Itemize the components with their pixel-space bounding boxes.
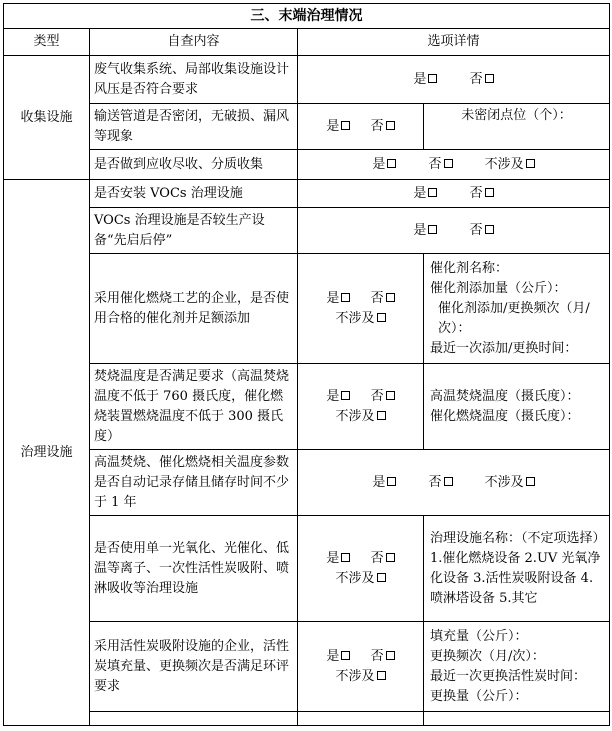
detail-field[interactable]: 最近一次添加/更换时间：	[430, 340, 578, 356]
check-item: 废气收集系统、局部收集设施设计风压是否符合要求	[90, 56, 298, 104]
option-yes[interactable]: 是	[326, 647, 350, 667]
detail-field[interactable]: 高温焚烧温度（摄氏度）：	[430, 388, 580, 404]
checkbox-icon[interactable]	[341, 651, 350, 660]
option-na[interactable]: 不涉及	[485, 155, 535, 175]
checkbox-icon[interactable]	[341, 553, 350, 562]
checkbox-icon[interactable]	[377, 573, 386, 582]
check-item: VOCs 治理设施是否较生产设备“先启后停”	[90, 208, 298, 254]
option-yes[interactable]: 是	[326, 549, 350, 569]
checkbox-icon[interactable]	[386, 391, 395, 400]
checkbox-icon[interactable]	[386, 121, 395, 130]
inspection-table	[3, 3, 610, 726]
option-group	[298, 208, 610, 254]
detail-fields	[424, 516, 610, 622]
option-group	[298, 56, 610, 104]
option-no[interactable]: 否	[371, 387, 395, 407]
option-no[interactable]: 否	[470, 184, 494, 204]
option-yes[interactable]: 是	[413, 70, 437, 90]
checkbox-icon[interactable]	[485, 74, 494, 83]
table-row-cut	[424, 712, 610, 726]
detail-field[interactable]: 填充量（公斤）：	[430, 628, 528, 644]
option-no[interactable]: 否	[371, 647, 395, 667]
option-na[interactable]: 不涉及	[335, 667, 385, 687]
header-content: 自查内容	[90, 29, 298, 56]
option-no[interactable]: 否	[470, 70, 494, 90]
detail-field[interactable]: 更换量（公斤）：	[430, 688, 528, 704]
option-yes[interactable]: 是	[326, 117, 350, 137]
checkbox-icon[interactable]	[387, 159, 396, 168]
option-group	[298, 450, 610, 516]
option-yes[interactable]: 是	[413, 221, 437, 241]
check-item: 是否使用单一光氧化、光催化、低温等离子、一次性活性炭吸附、喷淋吸收等治理设施	[90, 516, 298, 622]
category-collection: 收集设施	[4, 56, 90, 180]
table-title: 三、末端治理情况	[4, 4, 610, 29]
option-yes[interactable]: 是	[372, 473, 396, 493]
detail-field[interactable]: 催化燃烧温度（摄氏度）：	[430, 408, 580, 424]
option-group	[298, 150, 610, 180]
checkbox-icon[interactable]	[341, 391, 350, 400]
option-group	[298, 180, 610, 208]
checkbox-icon[interactable]	[428, 74, 437, 83]
check-item: 是否做到应收尽收、分质收集	[90, 150, 298, 180]
checkbox-icon[interactable]	[387, 477, 396, 486]
category-treatment: 治理设施	[4, 180, 90, 726]
detail-field[interactable]: 催化剂添加/更换频次（月/次）：	[438, 300, 590, 336]
detail-field[interactable]: 催化剂添加量（公斤）：	[430, 280, 567, 296]
checkbox-icon[interactable]	[428, 188, 437, 197]
checkbox-icon[interactable]	[386, 651, 395, 660]
detail-fields	[424, 622, 610, 712]
option-yes[interactable]: 是	[372, 155, 396, 175]
option-group	[298, 254, 424, 364]
checkbox-icon[interactable]	[485, 225, 494, 234]
header-type: 类型	[4, 29, 90, 56]
detail-fields	[424, 364, 610, 450]
check-item: 高温焚烧、催化燃烧相关温度参数是否自动记录存储且储存时间不少于 1 年	[90, 450, 298, 516]
option-no[interactable]: 否	[428, 473, 452, 493]
checkbox-icon[interactable]	[526, 477, 535, 486]
option-na[interactable]: 不涉及	[335, 407, 385, 427]
option-no[interactable]: 否	[371, 289, 395, 309]
check-item: 是否安装 VOCs 治理设施	[90, 180, 298, 208]
option-na[interactable]: 不涉及	[485, 473, 535, 493]
option-no[interactable]: 否	[428, 155, 452, 175]
checkbox-icon[interactable]	[377, 313, 386, 322]
option-na[interactable]: 不涉及	[335, 309, 385, 329]
detail-field[interactable]: 未密闭点位（个）：	[424, 104, 610, 150]
option-yes[interactable]: 是	[326, 387, 350, 407]
checkbox-icon[interactable]	[485, 188, 494, 197]
option-na[interactable]: 不涉及	[335, 569, 385, 589]
checkbox-icon[interactable]	[526, 159, 535, 168]
option-yes[interactable]: 是	[326, 289, 350, 309]
checkbox-icon[interactable]	[377, 671, 386, 680]
option-no[interactable]: 否	[371, 549, 395, 569]
option-no[interactable]: 否	[470, 221, 494, 241]
checkbox-icon[interactable]	[341, 121, 350, 130]
detail-field[interactable]: 更换频次（月/次）：	[430, 648, 545, 664]
checkbox-icon[interactable]	[386, 553, 395, 562]
checkbox-icon[interactable]	[444, 159, 453, 168]
checkbox-icon[interactable]	[428, 225, 437, 234]
option-group	[298, 622, 424, 712]
detail-field[interactable]: 最近一次更换活性炭时间：	[430, 668, 587, 684]
option-yes[interactable]: 是	[413, 184, 437, 204]
checkbox-icon[interactable]	[341, 293, 350, 302]
table-row-cut	[90, 712, 298, 726]
header-options: 选项详情	[298, 29, 610, 56]
check-item: 采用活性炭吸附设施的企业，活性炭填充量、更换频次是否满足环评要求	[90, 622, 298, 712]
option-group	[298, 516, 424, 622]
detail-fields	[424, 254, 610, 364]
check-item: 焚烧温度是否满足要求（高温焚烧温度不低于 760 摄氏度，催化燃烧装置燃烧温度不低于 300 摄氏度）	[90, 364, 298, 450]
detail-field[interactable]: 治理设施名称：（不定项选择）	[430, 530, 606, 546]
option-group	[298, 104, 424, 150]
option-group	[298, 364, 424, 450]
option-no[interactable]: 否	[371, 117, 395, 137]
table-row-cut	[298, 712, 424, 726]
detail-options[interactable]: 1.催化燃烧设备 2.UV 光氧净化设备 3.活性炭吸附设备 4.喷淋塔设备 5.其它	[430, 550, 601, 606]
checkbox-icon[interactable]	[386, 293, 395, 302]
check-item: 采用催化燃烧工艺的企业，是否使用合格的催化剂并足额添加	[90, 254, 298, 364]
checkbox-icon[interactable]	[377, 411, 386, 420]
checkbox-icon[interactable]	[444, 477, 453, 486]
detail-field[interactable]: 催化剂名称：	[430, 260, 509, 276]
check-item: 输送管道是否密闭，无破损、漏风等现象	[90, 104, 298, 150]
